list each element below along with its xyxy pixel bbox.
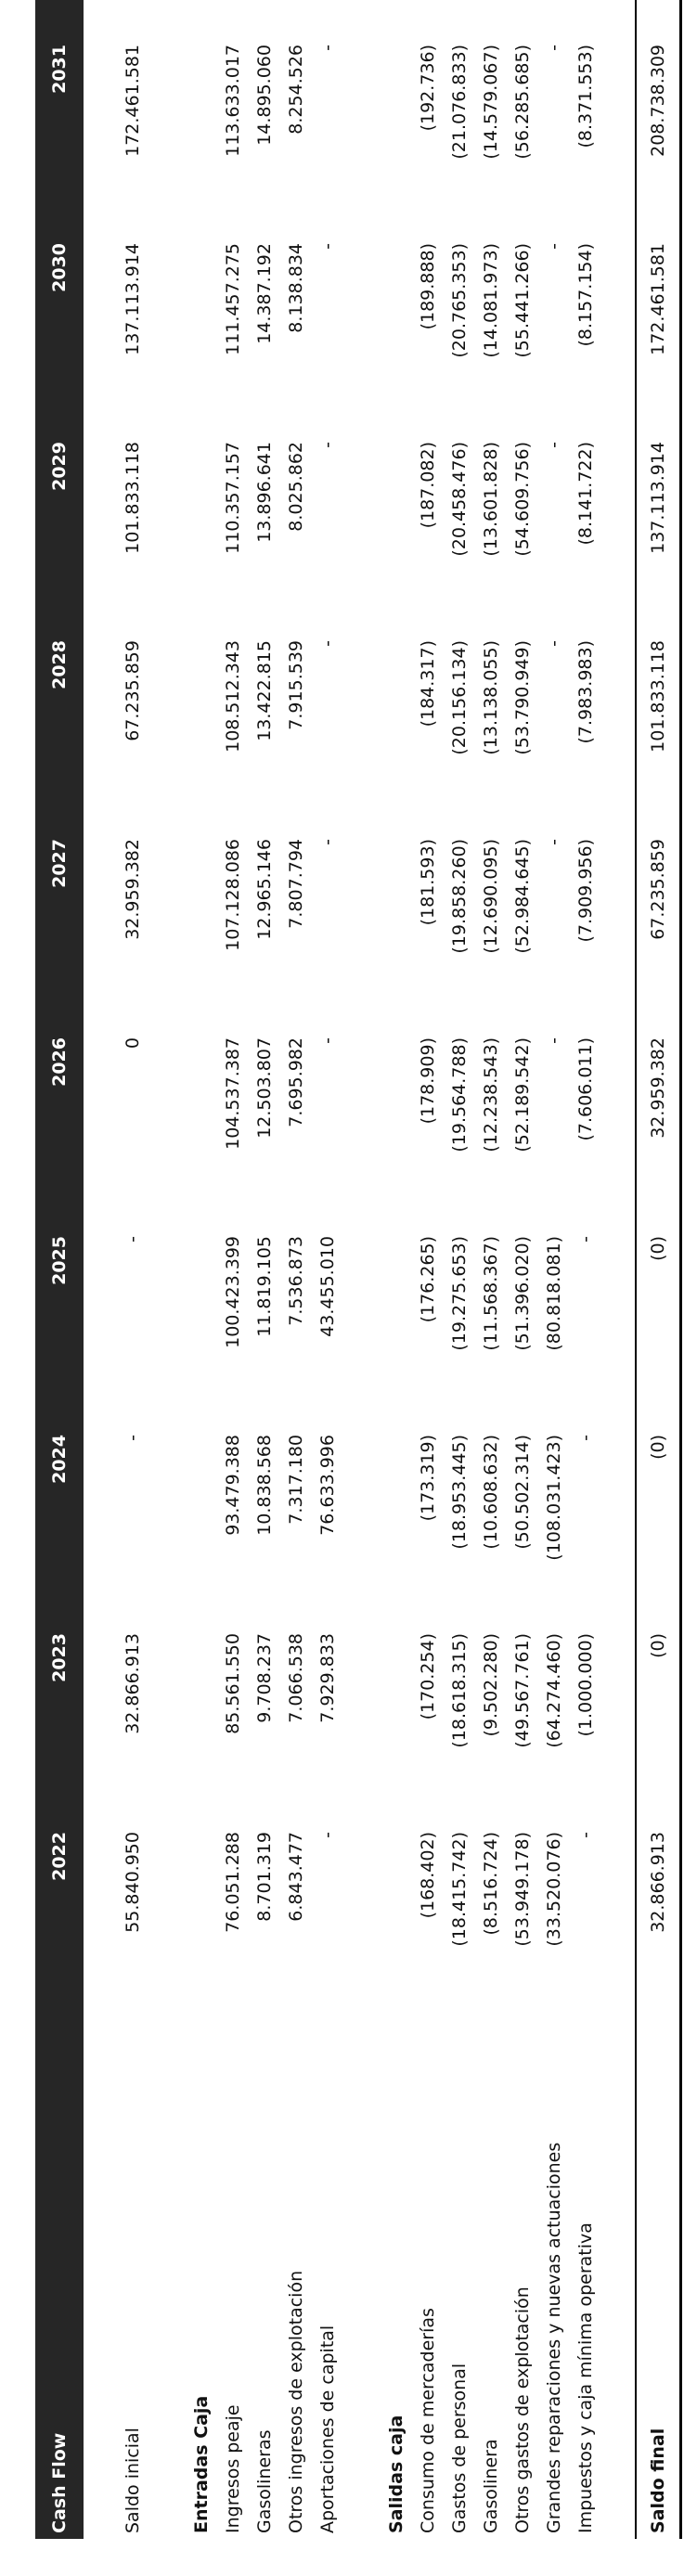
row-label: Gasolineras (254, 2429, 275, 2533)
value-cell: (181.593) (418, 839, 438, 926)
value-cell: 137.113.914 (123, 243, 143, 355)
table-row (570, 0, 601, 2539)
value-cell (312, 0, 343, 33)
value-cell (412, 0, 444, 33)
value-cell: - (544, 1037, 564, 1044)
value-cell (475, 0, 507, 33)
value-cell: (189.888) (418, 243, 438, 330)
value-cell: (0) (636, 1622, 681, 1821)
value-cell: (8.141.722) (575, 442, 596, 546)
value-cell: 137.113.914 (636, 431, 681, 629)
value-cell: 10.838.568 (254, 1435, 275, 1536)
value-cell: 85.561.550 (223, 1633, 243, 1734)
value-cell: 76.051.288 (223, 1832, 243, 1933)
value-cell: 0 (123, 1037, 143, 1050)
value-cell: (50.502.314) (512, 1435, 533, 1550)
value-cell: 104.537.387 (223, 1037, 243, 1150)
value-cell: (21.076.833) (449, 45, 470, 160)
value-cell (570, 0, 601, 33)
value-cell: (176.265) (418, 1236, 438, 1323)
value-cell: 76.633.996 (317, 1435, 338, 1536)
value-cell: 7.929.833 (317, 1633, 338, 1723)
value-cell: (18.618.315) (449, 1633, 470, 1748)
row-label: Gastos de personal (449, 2363, 470, 2533)
value-cell: 172.461.581 (123, 45, 143, 157)
value-cell: 11.819.105 (254, 1236, 275, 1337)
table-body (84, 0, 681, 2539)
value-cell: (9.502.280) (481, 1633, 501, 1737)
year-header: 2025 (49, 1236, 70, 1285)
spacer-row (343, 0, 381, 2539)
value-cell: 6.843.477 (286, 1832, 306, 1922)
year-header: 2031 (49, 45, 70, 94)
value-cell (217, 0, 249, 33)
table-row (538, 0, 570, 2539)
value-cell: 32.866.913 (636, 1821, 681, 2019)
opening-balance-row (117, 0, 148, 2539)
row-label: Grandes reparaciones y nuevas actuaciones (544, 2142, 564, 2533)
value-cell: 14.895.060 (254, 45, 275, 146)
table-row (249, 0, 280, 2539)
value-cell: (20.458.476) (449, 442, 470, 557)
value-cell: 8.701.319 (254, 1832, 275, 1922)
value-cell: (53.790.949) (512, 640, 533, 755)
value-cell: 9.708.237 (254, 1633, 275, 1723)
value-cell: 7.066.538 (286, 1633, 306, 1723)
year-header: 2023 (49, 1633, 70, 1682)
value-cell: (80.818.081) (544, 1236, 564, 1351)
value-cell: 12.965.146 (254, 839, 275, 940)
value-cell: 32.959.382 (123, 839, 143, 940)
value-cell: 12.503.807 (254, 1037, 275, 1139)
value-cell: 13.896.641 (254, 442, 275, 543)
value-cell: (170.254) (418, 1633, 438, 1720)
row-label: Otros ingresos de explotación (286, 2270, 306, 2533)
value-cell: - (317, 45, 338, 51)
value-cell: (20.156.134) (449, 640, 470, 755)
value-cell: (184.317) (418, 640, 438, 728)
value-cell: (20.765.353) (449, 243, 470, 358)
value-cell: (168.402) (418, 1832, 438, 1919)
value-cell: - (544, 839, 564, 845)
value-cell: - (544, 442, 564, 448)
row-label: Impuestos y caja mínima operativa (575, 2222, 596, 2533)
table-row (475, 0, 507, 2539)
table-title: Cash Flow (49, 2432, 70, 2533)
value-cell: (52.189.542) (512, 1037, 533, 1153)
section-title: Entradas Caja (191, 2395, 212, 2533)
value-cell: (33.520.076) (544, 1832, 564, 1947)
value-cell: (14.081.973) (481, 243, 501, 358)
value-cell: (10.608.632) (481, 1435, 501, 1550)
value-cell: (12.238.543) (481, 1037, 501, 1153)
value-cell: - (544, 640, 564, 647)
value-cell: (8.371.553) (575, 45, 596, 148)
value-cell: - (317, 243, 338, 250)
year-header: 2029 (49, 442, 70, 491)
value-cell: (11.568.367) (481, 1236, 501, 1351)
value-cell: (13.601.828) (481, 442, 501, 557)
year-header: 2030 (49, 243, 70, 292)
value-cell (538, 0, 570, 33)
value-cell: 108.512.343 (223, 640, 243, 753)
row-label: Ingresos peaje (223, 2404, 243, 2533)
value-cell (280, 0, 312, 33)
value-cell: (18.415.742) (449, 1832, 470, 1947)
value-cell: (49.567.761) (512, 1633, 533, 1748)
value-cell: - (123, 1435, 143, 1441)
value-cell: (7.909.956) (575, 839, 596, 943)
value-cell: 8.138.834 (286, 243, 306, 333)
value-cell: (14.579.067) (481, 45, 501, 160)
row-label: Saldo final (636, 2019, 681, 2539)
value-cell: 13.422.815 (254, 640, 275, 741)
value-cell: 7.317.180 (286, 1435, 306, 1525)
value-cell: - (575, 1832, 596, 1838)
value-cell: (12.690.095) (481, 839, 501, 954)
value-cell: (51.396.020) (512, 1236, 533, 1351)
value-cell: 7.536.873 (286, 1236, 306, 1326)
row-label: Otros gastos de explotación (512, 2286, 533, 2533)
value-cell: - (123, 1236, 143, 1243)
value-cell: (18.953.445) (449, 1435, 470, 1550)
value-cell: - (575, 1236, 596, 1243)
year-header: 2028 (49, 640, 70, 689)
spacer-row (601, 0, 636, 2539)
value-cell: 7.695.982 (286, 1037, 306, 1127)
value-cell: (13.138.055) (481, 640, 501, 755)
value-cell: 101.833.118 (123, 442, 143, 554)
year-header (35, 0, 84, 33)
value-cell: (53.949.178) (512, 1832, 533, 1947)
table-row (312, 0, 343, 2539)
value-cell (636, 0, 681, 33)
value-cell: - (317, 640, 338, 647)
value-cell: 67.235.859 (636, 828, 681, 1026)
value-cell: 208.738.309 (636, 33, 681, 232)
value-cell: 7.807.794 (286, 839, 306, 929)
value-cell: (187.082) (418, 442, 438, 529)
cash-flow-table (35, 0, 682, 2539)
value-cell: - (317, 1037, 338, 1044)
value-cell: (0) (636, 1423, 681, 1622)
table-row (507, 0, 538, 2539)
table-row (280, 0, 312, 2539)
value-cell: (52.984.645) (512, 839, 533, 954)
value-cell: - (544, 243, 564, 250)
value-cell: (173.319) (418, 1435, 438, 1522)
spacer-row (84, 0, 117, 2539)
value-cell: (8.516.724) (481, 1832, 501, 1936)
value-cell: 172.461.581 (636, 232, 681, 431)
row-label: Aportaciones de capital (317, 2325, 338, 2533)
value-cell: (1.000.000) (575, 1633, 596, 1737)
value-cell: (108.031.423) (544, 1435, 564, 1561)
closing-balance-row (636, 0, 681, 2539)
table-row (444, 0, 475, 2539)
value-cell: 110.357.157 (223, 442, 243, 554)
value-cell: - (317, 839, 338, 845)
value-cell: 32.866.913 (123, 1633, 143, 1734)
value-cell: (64.274.460) (544, 1633, 564, 1748)
row-label: Saldo inicial (123, 2428, 143, 2533)
header-row (35, 0, 84, 2539)
table-row (412, 0, 444, 2539)
year-header: 2022 (49, 1832, 70, 1881)
year-header: 2024 (49, 1435, 70, 1484)
spacer-row (148, 0, 186, 2539)
value-cell: 67.235.859 (123, 640, 143, 741)
value-cell (117, 0, 148, 33)
value-cell: 100.423.399 (223, 1236, 243, 1348)
value-cell (507, 0, 538, 33)
section-row (186, 0, 217, 2539)
value-cell: (19.858.260) (449, 839, 470, 954)
year-header: 2027 (49, 839, 70, 888)
value-cell (249, 0, 280, 33)
value-cell: - (544, 45, 564, 51)
value-cell: (19.275.653) (449, 1236, 470, 1351)
value-cell: 43.455.010 (317, 1236, 338, 1337)
section-title: Salidas caja (386, 2415, 407, 2533)
value-cell: - (317, 1832, 338, 1838)
value-cell: 14.387.192 (254, 243, 275, 344)
value-cell: 101.833.118 (636, 629, 681, 828)
value-cell: (178.909) (418, 1037, 438, 1125)
value-cell: 8.025.862 (286, 442, 306, 532)
value-cell: 107.128.086 (223, 839, 243, 951)
value-cell: (56.285.685) (512, 45, 533, 160)
value-cell: 93.479.388 (223, 1435, 243, 1536)
value-cell: (7.983.983) (575, 640, 596, 744)
value-cell: - (317, 442, 338, 448)
value-cell: (7.606.011) (575, 1037, 596, 1141)
value-cell (444, 0, 475, 33)
row-label: Gasolinera (481, 2439, 501, 2533)
value-cell: 111.457.275 (223, 243, 243, 355)
value-cell: 8.254.526 (286, 45, 306, 135)
value-cell: 7.915.539 (286, 640, 306, 730)
value-cell: (192.736) (418, 45, 438, 132)
value-cell: 55.840.950 (123, 1832, 143, 1933)
value-cell: (0) (636, 1225, 681, 1423)
table-row (217, 0, 249, 2539)
value-cell: 32.959.382 (636, 1026, 681, 1225)
value-cell: (8.157.154) (575, 243, 596, 347)
value-cell: (54.609.756) (512, 442, 533, 557)
value-cell: (55.441.266) (512, 243, 533, 358)
row-label: Consumo de mercaderías (418, 2308, 438, 2533)
year-header: 2026 (49, 1037, 70, 1087)
value-cell: - (575, 1435, 596, 1441)
value-cell: 113.633.017 (223, 45, 243, 157)
section-row (381, 0, 412, 2539)
value-cell: (19.564.788) (449, 1037, 470, 1153)
